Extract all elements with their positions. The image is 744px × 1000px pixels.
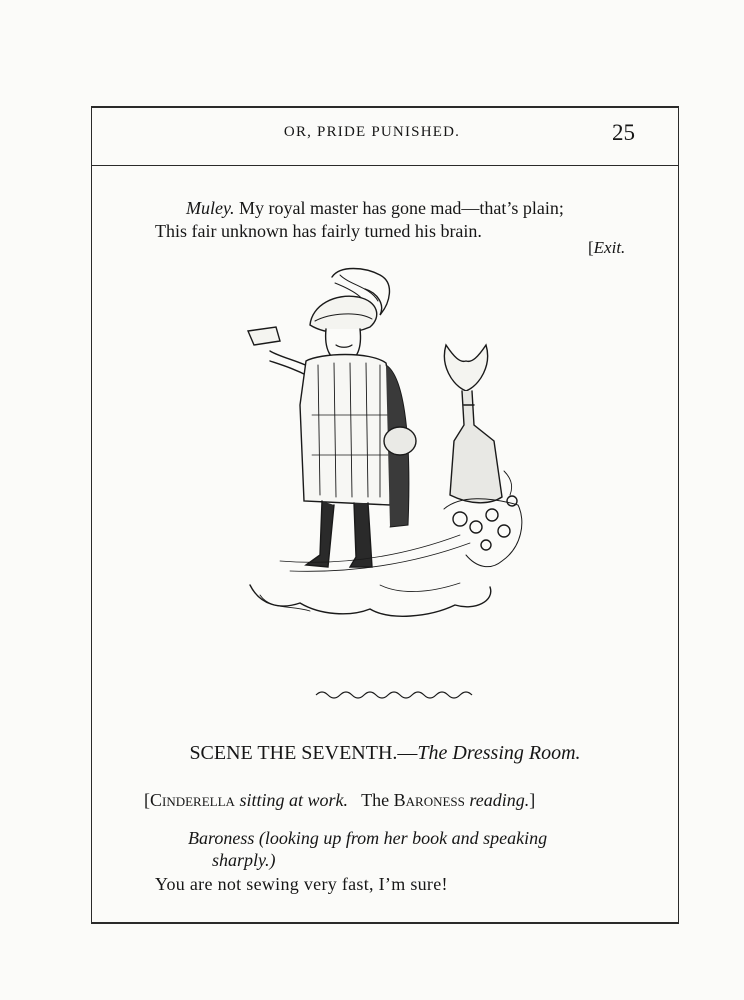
verse-line-1-text: My royal master has gone mad—that’s plain; [234,198,564,218]
speaker-muley: Muley. [186,198,235,218]
header-rule [91,165,679,166]
section-ornament [314,688,474,702]
scene-heading-text: SCENE THE SEVENTH.— [189,742,418,764]
character-cinderella: Cinderella [150,790,235,810]
running-head: OR, PRIDE PUNISHED. [283,124,461,140]
herald-illustration [240,265,540,635]
character-baroness: Baroness [393,790,465,810]
scene-subtitle: The Dressing Room. [417,742,581,764]
verse-line-2: This fair unknown has fairly turned his brain. [155,221,482,241]
stage-text-1: sitting at work. [234,790,348,810]
stage-the: The [347,790,394,810]
exit-word: Exit. [593,238,626,257]
baroness-direction-line-2: sharply.) [212,850,276,870]
scene-heading [0,742,744,765]
page-number: 25 [612,120,635,145]
stage-open-bracket: [ [144,790,150,810]
exit-direction [588,238,625,258]
exit-bracket: [ [588,238,594,257]
baroness-direction-line-1: Baroness (looking up from her book and speaking [188,828,548,848]
stage-text-2: reading. [464,790,530,810]
verse-line-1 [186,196,564,220]
stage-direction [144,790,535,811]
baroness-line: You are not sewing very fast, I’m sure! [155,874,448,894]
stage-close-bracket: ] [529,790,536,810]
